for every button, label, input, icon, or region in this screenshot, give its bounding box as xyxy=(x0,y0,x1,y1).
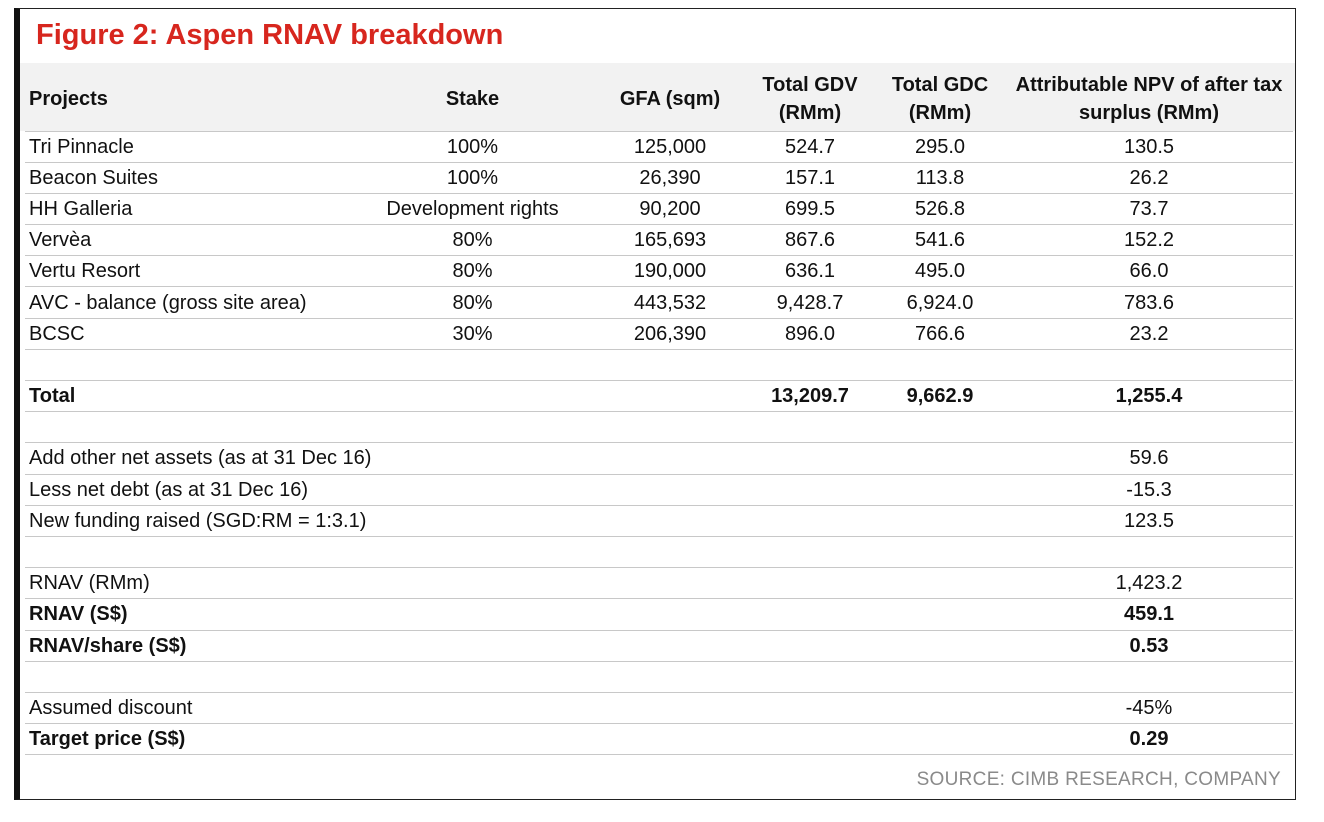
project-gdc: 295.0 xyxy=(875,131,1005,162)
adjustment-row xyxy=(25,443,1293,474)
total-label: Total xyxy=(25,381,350,412)
target-price-value: 0.29 xyxy=(1005,724,1293,755)
source-note: SOURCE: CIMB RESEARCH, COMPANY xyxy=(916,769,1281,790)
project-stake: 100% xyxy=(350,162,595,193)
project-name: HH Galleria xyxy=(25,193,350,224)
total-gdv: 13,209.7 xyxy=(745,381,875,412)
project-npv: 783.6 xyxy=(1005,287,1293,318)
adjustment-value: 123.5 xyxy=(1005,505,1293,536)
rnav-table xyxy=(25,67,1293,755)
spacer-row xyxy=(25,536,1293,567)
project-name: Vertu Resort xyxy=(25,256,350,287)
rnav-rmm-label: RNAV (RMm) xyxy=(25,568,1005,599)
project-gdc: 6,924.0 xyxy=(875,287,1005,318)
project-name: BCSC xyxy=(25,318,350,349)
figure-title: Figure 2: Aspen RNAV breakdown xyxy=(36,19,504,51)
project-gdv: 867.6 xyxy=(745,225,875,256)
project-gdv: 636.1 xyxy=(745,256,875,287)
project-npv: 23.2 xyxy=(1005,318,1293,349)
rnav-row xyxy=(25,599,1293,630)
project-gfa: 206,390 xyxy=(595,318,745,349)
project-row xyxy=(25,287,1293,318)
project-name: Vervèa xyxy=(25,225,350,256)
spacer-row xyxy=(25,661,1293,692)
rnav-sgd-label: RNAV (S$) xyxy=(25,599,1005,630)
project-gfa: 190,000 xyxy=(595,256,745,287)
project-stake: 80% xyxy=(350,225,595,256)
spacer-row xyxy=(25,412,1293,443)
header-stake: Stake xyxy=(350,67,595,131)
project-gdc: 495.0 xyxy=(875,256,1005,287)
project-name: Tri Pinnacle xyxy=(25,131,350,162)
project-row xyxy=(25,131,1293,162)
project-npv: 152.2 xyxy=(1005,225,1293,256)
project-gdv: 896.0 xyxy=(745,318,875,349)
spacer-row xyxy=(25,349,1293,380)
rnav-per-share-value: 0.53 xyxy=(1005,630,1293,661)
project-row xyxy=(25,256,1293,287)
discount-row xyxy=(25,692,1293,723)
table-header-row xyxy=(25,67,1293,131)
header-total-gdv: Total GDV (RMm) xyxy=(745,67,875,131)
project-npv: 73.7 xyxy=(1005,193,1293,224)
project-stake: 80% xyxy=(350,256,595,287)
total-gdc: 9,662.9 xyxy=(875,381,1005,412)
empty-cell xyxy=(595,381,745,412)
figure-frame xyxy=(14,8,1296,800)
project-gdc: 526.8 xyxy=(875,193,1005,224)
header-projects: Projects xyxy=(25,67,350,131)
adjustment-label: Add other net assets (as at 31 Dec 16) xyxy=(25,443,1005,474)
adjustment-value: 59.6 xyxy=(1005,443,1293,474)
project-gdv: 157.1 xyxy=(745,162,875,193)
project-gfa: 125,000 xyxy=(595,131,745,162)
header-total-gdc: Total GDC (RMm) xyxy=(875,67,1005,131)
project-gdv: 699.5 xyxy=(745,193,875,224)
total-row xyxy=(25,381,1293,412)
project-row xyxy=(25,162,1293,193)
project-gdv: 9,428.7 xyxy=(745,287,875,318)
rnav-rmm-value: 1,423.2 xyxy=(1005,568,1293,599)
target-price-label: Target price (S$) xyxy=(25,724,1005,755)
rnav-row xyxy=(25,568,1293,599)
project-row xyxy=(25,193,1293,224)
rnav-per-share-label: RNAV/share (S$) xyxy=(25,630,1005,661)
header-npv: Attributable NPV of after tax surplus (RMm) xyxy=(1005,67,1293,131)
project-npv: 66.0 xyxy=(1005,256,1293,287)
project-stake: Development rights xyxy=(350,193,595,224)
discount-value: -45% xyxy=(1005,692,1293,723)
project-gfa: 26,390 xyxy=(595,162,745,193)
project-name: AVC - balance (gross site area) xyxy=(25,287,350,318)
empty-cell xyxy=(350,381,595,412)
adjustment-label: New funding raised (SGD:RM = 1:3.1) xyxy=(25,505,1005,536)
adjustment-row xyxy=(25,505,1293,536)
adjustment-row xyxy=(25,474,1293,505)
total-npv: 1,255.4 xyxy=(1005,381,1293,412)
project-gdc: 113.8 xyxy=(875,162,1005,193)
project-gdc: 541.6 xyxy=(875,225,1005,256)
project-npv: 26.2 xyxy=(1005,162,1293,193)
project-stake: 30% xyxy=(350,318,595,349)
project-name: Beacon Suites xyxy=(25,162,350,193)
rnav-sgd-value: 459.1 xyxy=(1005,599,1293,630)
project-stake: 80% xyxy=(350,287,595,318)
discount-label: Assumed discount xyxy=(25,692,1005,723)
target-price-row xyxy=(25,724,1293,755)
project-npv: 130.5 xyxy=(1005,131,1293,162)
adjustment-value: -15.3 xyxy=(1005,474,1293,505)
header-gfa: GFA (sqm) xyxy=(595,67,745,131)
rnav-row xyxy=(25,630,1293,661)
adjustment-label: Less net debt (as at 31 Dec 16) xyxy=(25,474,1005,505)
project-row xyxy=(25,318,1293,349)
project-stake: 100% xyxy=(350,131,595,162)
project-gdc: 766.6 xyxy=(875,318,1005,349)
project-row xyxy=(25,225,1293,256)
project-gfa: 165,693 xyxy=(595,225,745,256)
project-gfa: 90,200 xyxy=(595,193,745,224)
project-gfa: 443,532 xyxy=(595,287,745,318)
project-gdv: 524.7 xyxy=(745,131,875,162)
